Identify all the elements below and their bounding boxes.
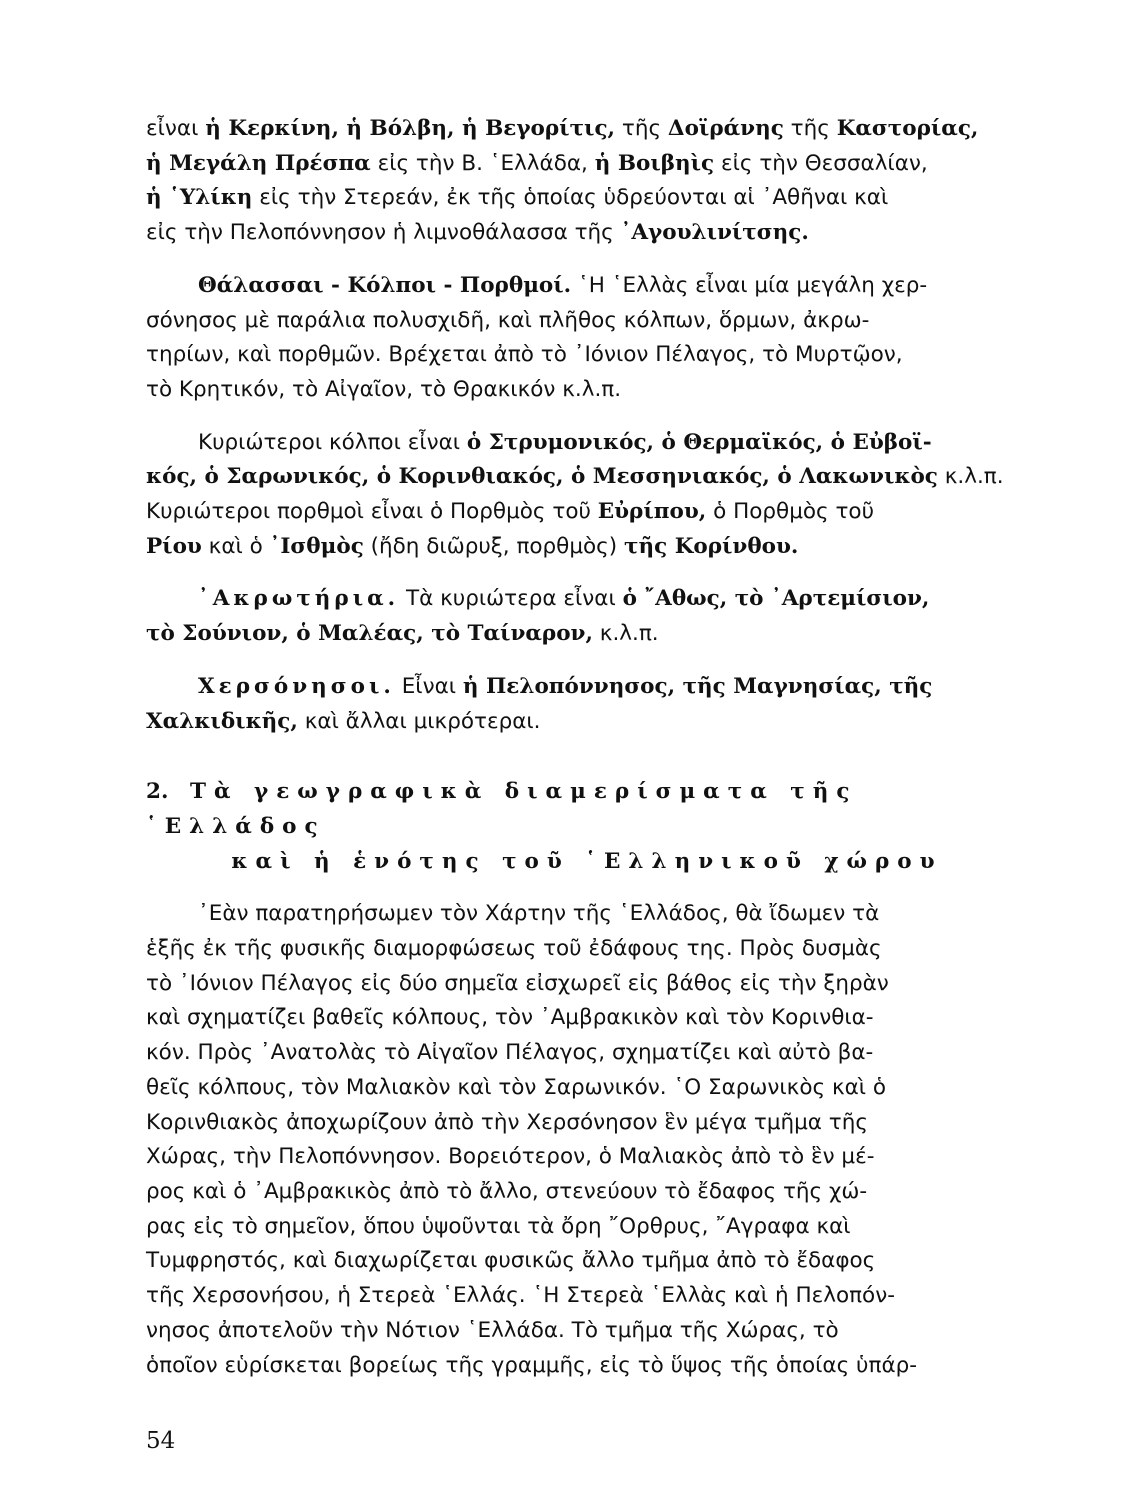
section-title-line2: καὶ ἡ ἑνότης τοῦ ῾Ελληνικοῦ χώρου xyxy=(231,848,943,874)
body-paragraph xyxy=(146,897,1008,1383)
text-line: ρος καὶ ὁ ᾿Αμβρακικὸς ἀπὸ τὸ ἄλλο, στενεύουν τὸ ἔδαφος τῆς χώ- xyxy=(146,1178,868,1204)
text-line: ᾿Εὰν παρατηρήσωμεν τὸν Χάρτην τῆς ῾Ελλάδος, θὰ ἴδωμεν τὰ xyxy=(198,901,880,927)
text-line: εἶναι ἡ Κερκίνη, ἡ Βόλβη, ἡ Βεγορίτις, τῆς Δοϊράνης τῆς Καστορίας, xyxy=(146,116,979,141)
peninsulas-heading: Χερσόνησοι. xyxy=(198,673,395,699)
text-line: κόν. Πρὸς ᾿Ανατολὰς τὸ Αἰγαῖον Πέλαγος, σχηματίζει καὶ αὐτὸ βα- xyxy=(146,1040,874,1066)
text-line: καὶ σχηματίζει βαθεῖς κόλπους, τὸν ᾿Αμβρακικὸν καὶ τὸν Κορινθια- xyxy=(146,1005,874,1031)
section-number: 2. xyxy=(146,779,169,805)
gulfs-paragraph xyxy=(146,426,1008,565)
text-line: ἑξῆς ἐκ τῆς φυσικῆς διαμορφώσεως τοῦ ἐδάφους της. Πρὸς δυσμὰς xyxy=(146,936,882,962)
text-block xyxy=(146,112,1008,1383)
text-line: Κυριώτεροι κόλποι εἶναι ὁ Στρυμονικός, ὁ Θερμαϊκός, ὁ Εὐβοϊ- xyxy=(198,429,932,455)
text-line: τὸ Κρητικόν, τὸ Αἰγαῖον, τὸ Θρακικόν κ.λ.π. xyxy=(146,376,622,402)
text-line: τὸ ᾿Ιόνιον Πέλαγος εἰς δύο σημεῖα εἰσχωρεῖ εἰς βάθος εἰς τὴν ξηρὰν xyxy=(146,970,889,996)
text-line: Ρίου καὶ ὁ ᾿Ισθμὸς (ἤδη διῶρυξ, πορθμὸς) τῆς Κορίνθου. xyxy=(146,533,799,559)
capes-paragraph xyxy=(146,582,1008,651)
text-line: τηρίων, καὶ πορθμῶν. Βρέχεται ἀπὸ τὸ ᾿Ιόνιον Πέλαγος, τὸ Μυρτῷον, xyxy=(146,342,903,368)
text-line: Χώρας, τὴν Πελοπόννησον. Βορειότερον, ὁ Μαλιακὸς ἀπὸ τὸ ἓν μέ- xyxy=(146,1144,875,1170)
text-line: Χαλκιδικῆς, καὶ ἄλλαι μικρότεραι. xyxy=(146,708,541,734)
text-line: ρας εἰς τὸ σημεῖον, ὅπου ὑψοῦνται τὰ ὄρη ῎Ορθρυς, ῎Αγραφα καὶ xyxy=(146,1213,851,1239)
text-line: ὁποῖον εὑρίσκεται βορείως τῆς γραμμῆς, εἰς τὸ ὕψος τῆς ὁποίας ὑπάρ- xyxy=(146,1352,918,1378)
section-title-line1: Τὰ γεωγραφικὰ διαμερίσματα τῆς ῾Ελλάδος xyxy=(146,779,858,839)
capes-heading: ᾿Ακρωτήρια. xyxy=(198,586,400,612)
text-line: Τυμφρηστός, καὶ διαχωρίζεται φυσικῶς ἄλλο τμῆμα ἀπὸ τὸ ἔδαφος xyxy=(146,1248,876,1274)
text-line: Κορινθιακὸς ἀποχωρίζουν ἀπὸ τὴν Χερσόνησον ἓν μέγα τμῆμα τῆς xyxy=(146,1109,868,1135)
text-line: νησος ἀποτελοῦν τὴν Νότιον ῾Ελλάδα. Τὸ τμῆμα τῆς Χώρας, τὸ xyxy=(146,1317,839,1343)
text-line: εἰς τὴν Πελοπόννησον ἡ λιμνοθάλασσα τῆς ᾿Αγουλινίτσης. xyxy=(146,220,809,246)
text-line: τῆς Χερσονήσου, ἡ Στερεὰ ῾Ελλάς. ῾Η Στερεὰ ῾Ελλὰς καὶ ἡ Πελοπόν- xyxy=(146,1283,895,1309)
text-line: Θάλασσαι - Κόλποι - Πορθμοί. ῾Η ῾Ελλὰς εἶναι μία μεγάλη χερ- xyxy=(198,272,928,298)
text-line: ἡ Μεγάλη Πρέσπα εἰς τὴν Β. ῾Ελλάδα, ἡ Βοιβηὶς εἰς τὴν Θεσσαλίαν, xyxy=(146,150,928,176)
text-line: θεῖς κόλπους, τὸν Μαλιακὸν καὶ τὸν Σαρωνικόν. ῾Ο Σαρωνικὸς καὶ ὁ xyxy=(146,1074,887,1100)
peninsulas-paragraph xyxy=(146,670,1008,739)
text-line: ᾿Ακρωτήρια. Τὰ κυριώτερα εἶναι ὁ ῎Αθως, τὸ ᾿Αρτεμίσιον, xyxy=(198,586,930,612)
text-line: Χερσόνησοι. Εἶναι ἡ Πελοπόννησος, τῆς Μαγνησίας, τῆς xyxy=(198,673,933,699)
page-number: 54 xyxy=(146,1428,176,1454)
text-line: τὸ Σούνιον, ὁ Μαλέας, τὸ Ταίναρον, κ.λ.π. xyxy=(146,621,659,647)
seas-paragraph xyxy=(146,269,1008,408)
lakes-paragraph xyxy=(146,112,1008,251)
section-heading xyxy=(146,775,1008,879)
text-line: σόνησος μὲ παράλια πολυσχιδῆ, καὶ πλῆθος κόλπων, ὅρμων, ἀκρω- xyxy=(146,307,870,333)
seas-heading: Θάλασσαι - Κόλποι - Πορθμοί. xyxy=(198,272,572,298)
text-line: Κυριώτεροι πορθμοὶ εἶναι ὁ Πορθμὸς τοῦ Εὐρίπου, ὁ Πορθμὸς τοῦ xyxy=(146,499,875,525)
text-line: κός, ὁ Σαρωνικός, ὁ Κορινθιακός, ὁ Μεσσηνιακός, ὁ Λακωνικὸς κ.λ.π. xyxy=(146,464,1004,490)
text-line: ἡ ῾Υλίκη εἰς τὴν Στερεάν, ἐκ τῆς ὁποίας ὑδρεύονται αἱ ᾿Αθῆναι καὶ xyxy=(146,185,889,211)
